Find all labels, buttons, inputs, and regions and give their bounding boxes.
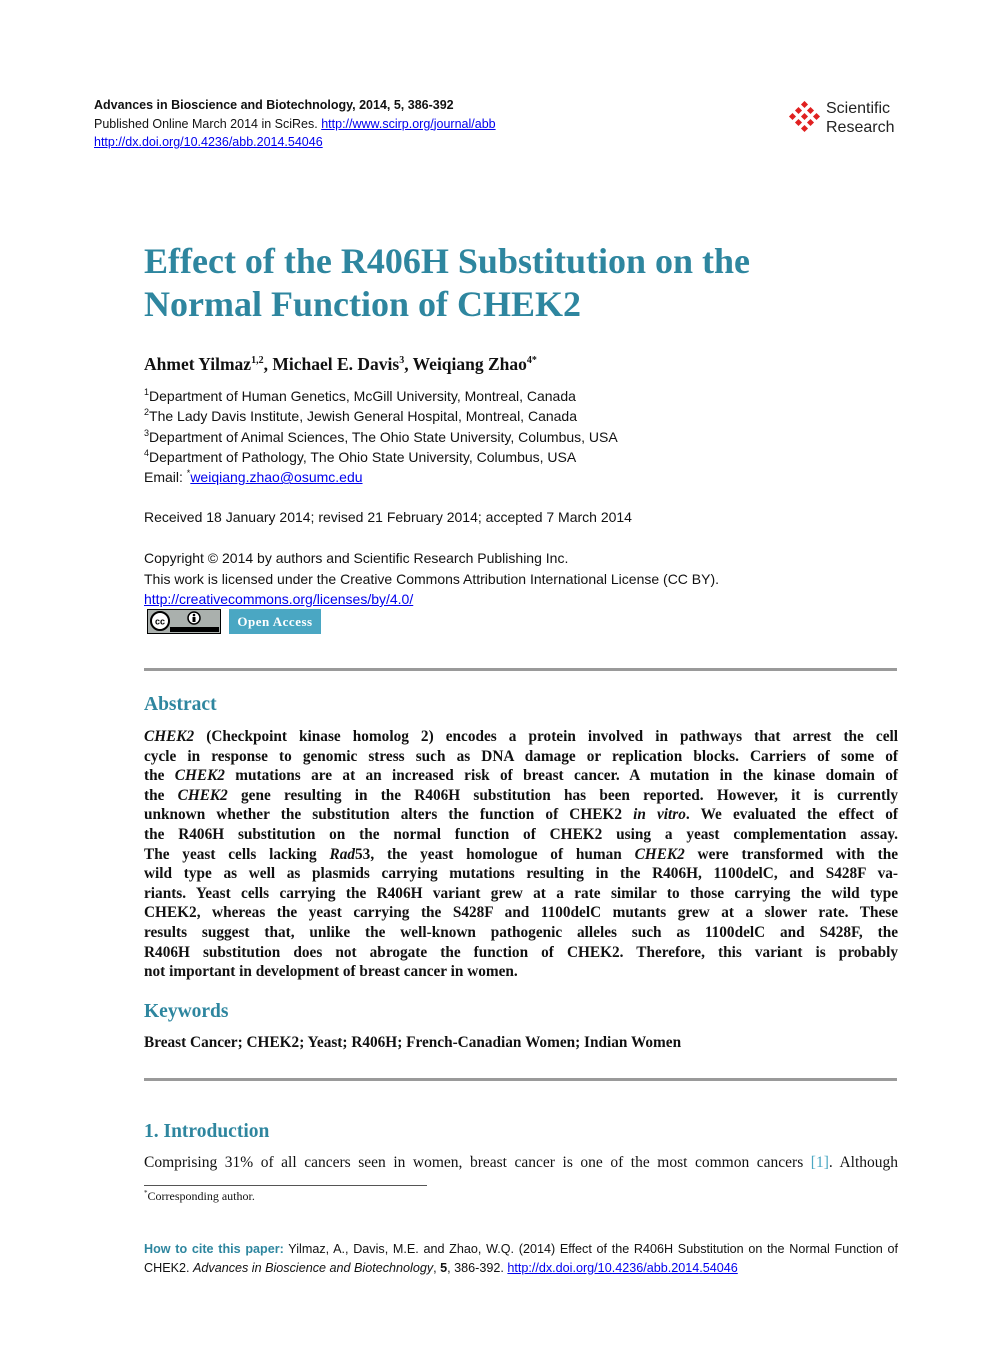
- author-sup: 1,2: [251, 355, 264, 367]
- affiliation: $^4$Department of Pathology, The Ohio State University, Columbus, USA: [144, 447, 577, 465]
- abstract-text: Rad: [329, 845, 356, 863]
- divider: [144, 1078, 897, 1081]
- abstract-text: CHEK2: [177, 786, 228, 804]
- abstract-text: the R406H substitution on the normal function of CHEK2 using a yeast complementation assay.: [144, 825, 898, 843]
- email-link[interactable]: weiqiang.zhao@osumc.edu: [190, 469, 363, 486]
- abstract-text: unknown whether the substitution alters the function of CHEK2: [144, 806, 634, 824]
- abstract-text: The yeast cells lacking: [144, 845, 330, 863]
- affiliation: $^3$Department of Animal Sciences, The Ohio State University, Columbus, USA: [144, 427, 618, 445]
- scientific-research-logo: [788, 99, 894, 137]
- abstract-text: cycle in response to genomic stress such as DNA damage or replication blocks. Carriers of some of: [144, 747, 898, 765]
- abstract-line: [144, 903, 898, 923]
- abstract-text: the: [144, 767, 175, 785]
- abstract-line: [144, 766, 898, 786]
- email-star: *: [186, 468, 191, 479]
- keywords-list: Breast Cancer; CHEK2; Yeast; R406H; French-Canadian Women; Indian Women: [144, 1034, 682, 1051]
- author-name: Weiqiang Zhao: [412, 354, 527, 374]
- abstract-line: [144, 805, 898, 825]
- abstract-text: CHEK2: [144, 728, 195, 745]
- author-name: Michael E. Davis: [272, 354, 400, 374]
- keywords-heading: Keywords: [144, 1001, 229, 1022]
- email-line: [144, 467, 618, 487]
- intro-text: . Although: [828, 1154, 899, 1171]
- doi-link[interactable]: http://dx.doi.org/10.4236/abb.2014.54046: [94, 135, 323, 149]
- abstract-line: [144, 962, 898, 982]
- author-sep: ,: [263, 354, 273, 374]
- abstract-body: [144, 727, 898, 982]
- abstract-text: 53, the yeast homologue of human: [355, 845, 635, 863]
- introduction-text: [144, 1154, 898, 1172]
- abstract-text: in vitro: [633, 806, 686, 824]
- abstract-text: results suggest that, unlike the well-known pathogenic alleles such as 1100delC and S428F, the: [144, 923, 898, 941]
- author-sep: ,: [404, 354, 413, 374]
- abstract-line: [144, 943, 898, 963]
- abstract-line: [144, 923, 898, 943]
- journal-link[interactable]: http://www.scirp.org/journal/abb: [321, 116, 496, 131]
- author-list: [144, 354, 537, 375]
- footnote-divider: [144, 1185, 427, 1186]
- copyright-text: Copyright © 2014 by authors and Scientific Research Publishing Inc.: [144, 550, 569, 566]
- affiliations: [144, 386, 618, 487]
- journal-header: [94, 96, 496, 152]
- license-text: This work is licensed under the Creative Commons Attribution International License (CC BY).: [144, 570, 720, 587]
- title-line2: Normal Function of CHEK2: [144, 284, 581, 324]
- abstract-text: mutations are at an increased risk of breast cancer. A mutation in the kinase domain of: [224, 767, 898, 785]
- abstract-line: [144, 845, 898, 865]
- reference-link[interactable]: [1]: [810, 1154, 829, 1171]
- abstract-line: [144, 786, 898, 806]
- email-label: Email:: [144, 469, 187, 486]
- abstract-text: riants. Yeast cells carrying the R406H variant grew at a rate similar to those carrying the wild type: [144, 884, 898, 902]
- cc-icon: [148, 610, 220, 633]
- intro-text: Comprising 31% of all cancers seen in women, breast cancer is one of the most common cancers: [144, 1154, 811, 1171]
- title-line1: Effect of the R406H Substitution on the: [144, 241, 751, 281]
- abstract-text: wild type as well as plasmids carrying mutations resulting in the R406H, 1100delC, and S428F va-: [144, 865, 898, 883]
- abstract-text: not important in development of breast cancer in women.: [144, 963, 518, 981]
- author-sup: 4*: [526, 355, 537, 367]
- affiliation: $^1$Department of Human Genetics, McGill University, Montreal, Canada: [144, 387, 576, 404]
- abstract-text: CHEK2: [634, 845, 685, 863]
- received-dates: Received 18 January 2014; revised 21 February 2014; accepted 7 March 2014: [144, 509, 632, 525]
- abstract-text: gene resulting in the R406H substitution has been reported. However, it is currently: [227, 786, 899, 804]
- logo-diamonds-icon: [788, 101, 822, 135]
- cite-doi-link[interactable]: http://dx.doi.org/10.4236/abb.2014.54046: [507, 1260, 738, 1275]
- abstract-line: [144, 825, 898, 845]
- paper-title: [144, 240, 750, 326]
- copyright-block: [144, 548, 719, 610]
- abstract-heading: Abstract: [144, 694, 217, 715]
- divider: [144, 668, 897, 671]
- svg-text:cc: cc: [154, 616, 166, 627]
- how-to-cite: How to cite this paper: Yilmaz, A., Davis, M.E. and Zhao, W.Q. (2014) Effect of the R406H Substitution on the Normal Function of CHEK2. Advances in Bioscience and Biotechnology, 5, 386-392. http://dx.doi.org/10.4236/abb.2014.54046: [144, 1242, 898, 1275]
- cite-label: How to cite this paper:: [144, 1242, 284, 1256]
- license-link[interactable]: http://creativecommons.org/licenses/by/4.0/: [144, 591, 414, 607]
- abstract-line: [144, 747, 898, 767]
- abstract-text: CHEK2, whereas the yeast carrying the S428F and 1100delC mutants grew at a slower rate. These: [144, 904, 898, 922]
- logo-line1: Scientific: [826, 100, 891, 117]
- published-note: Published Online March 2014 in SciRes.: [94, 116, 318, 131]
- open-access-badge: Open Access: [229, 609, 321, 634]
- logo-line2: Research: [826, 119, 895, 136]
- introduction-heading: 1. Introduction: [144, 1121, 270, 1142]
- cc-by-badge[interactable]: [147, 609, 221, 634]
- footnote: *Corresponding author.: [144, 1189, 255, 1203]
- abstract-text: (Checkpoint kinase homolog 2) encodes a protein involved in pathways that arrest the cell: [194, 728, 898, 745]
- abstract-text: . We evaluated the effect of: [685, 806, 898, 824]
- abstract-text: were transformed with the: [684, 845, 898, 863]
- abstract-line: [144, 727, 898, 747]
- abstract-text: the: [144, 786, 178, 804]
- abstract-text: R406H substitution does not abrogate the function of CHEK2. Therefore, this variant is probably: [144, 943, 898, 961]
- affiliation: $^2$The Lady Davis Institute, Jewish General Hospital, Montreal, Canada: [144, 407, 578, 425]
- abstract-line: [144, 884, 898, 904]
- abstract-line: [144, 864, 898, 884]
- author-name: Ahmet Yilmaz: [144, 354, 252, 374]
- author-sup: 3: [399, 355, 405, 367]
- journal-citation: Advances in Bioscience and Biotechnology, 2014, 5, 386-392: [94, 98, 454, 112]
- abstract-text: CHEK2: [174, 767, 225, 785]
